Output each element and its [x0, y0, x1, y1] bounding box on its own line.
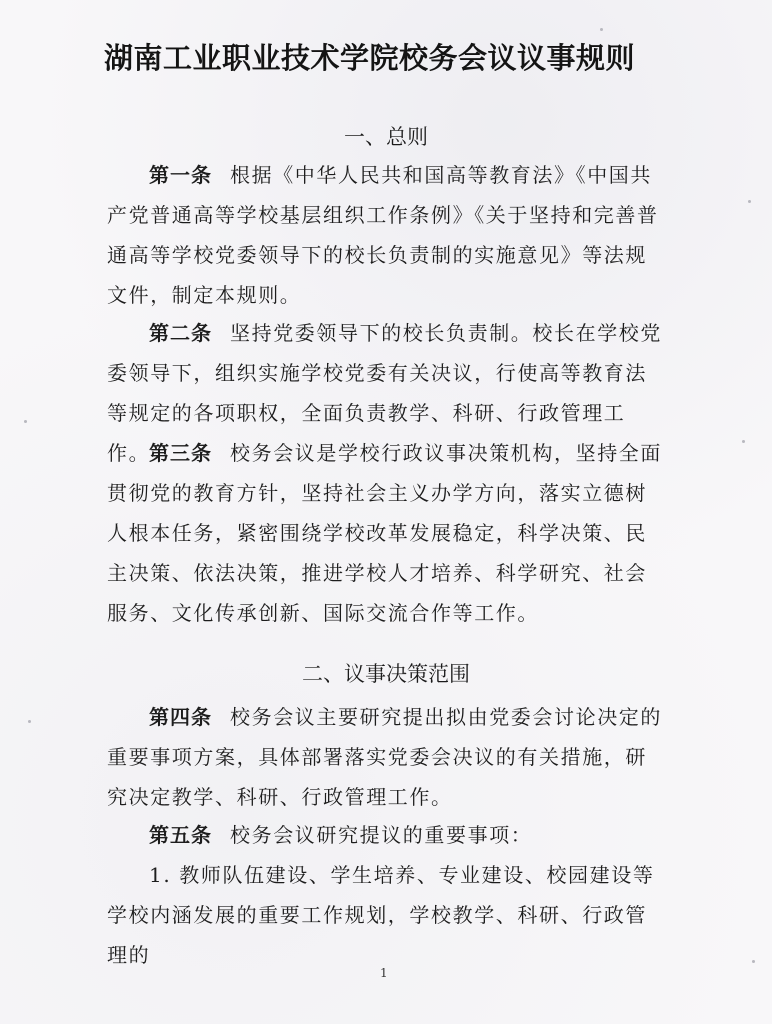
- scan-speck: [24, 420, 27, 423]
- scan-speck: [742, 440, 745, 443]
- section-heading-general: 一、总则: [344, 125, 428, 149]
- article-text: 校务会议主要研究提出拟由党委会讨论决定的重要事项方案，具体部署落实党委会决议的有关措施，研究决定教学、科研、行政管理工作。: [107, 705, 662, 809]
- article-1: [107, 155, 667, 315]
- article-4: [107, 697, 667, 817]
- scan-speck: [600, 28, 603, 31]
- article-text: 坚持党委领导下的校长负责制。校长在学校党委领导下，组织实施学校党委有关决议，行使高等教育法等规定的各项职权，全面负责教学、科研、行政管理工作。: [107, 321, 662, 465]
- article-label: 第四条: [149, 705, 212, 729]
- article-label: 第一条: [149, 163, 212, 187]
- section-heading-scope: 二、议事决策范围: [302, 662, 470, 686]
- scan-speck: [748, 200, 751, 203]
- page-number: 1: [380, 966, 388, 980]
- document-title: 湖南工业职业技术学院校务会议议事规则: [104, 41, 636, 75]
- article-text: 校务会议研究提议的重要事项：: [230, 823, 533, 847]
- article-text: 校务会议是学校行政议事决策机构，坚持全面贯彻党的教育方针，坚持社会主义办学方向，落实立德树人根本任务，紧密围绕学校改革发展稳定，科学决策、民主决策、依法决策，推进学校人才培养、科学研究、社会服务、文化传承创新、国际交流合作等工作。: [107, 441, 662, 625]
- article-label: 第三条: [149, 441, 212, 465]
- article-label: 第二条: [149, 321, 212, 345]
- article-label: 第五条: [149, 823, 212, 847]
- article-text: 根据《中华人民共和国高等教育法》《中国共产党普通高等学校基层组织工作条例》《关于坚持和完善普通高等学校党委领导下的校长负责制的实施意见》等法规文件，制定本规则。: [107, 163, 659, 307]
- article-3: [107, 433, 667, 633]
- list-item-1: [107, 855, 667, 975]
- scan-speck: [752, 960, 755, 963]
- list-item-text: 1. 教师队伍建设、学生培养、专业建设、校园建设等学校内涵发展的重要工作规划，学校教学、科研、行政管理的: [107, 863, 655, 967]
- scan-speck: [28, 720, 31, 723]
- article-5: [107, 815, 667, 855]
